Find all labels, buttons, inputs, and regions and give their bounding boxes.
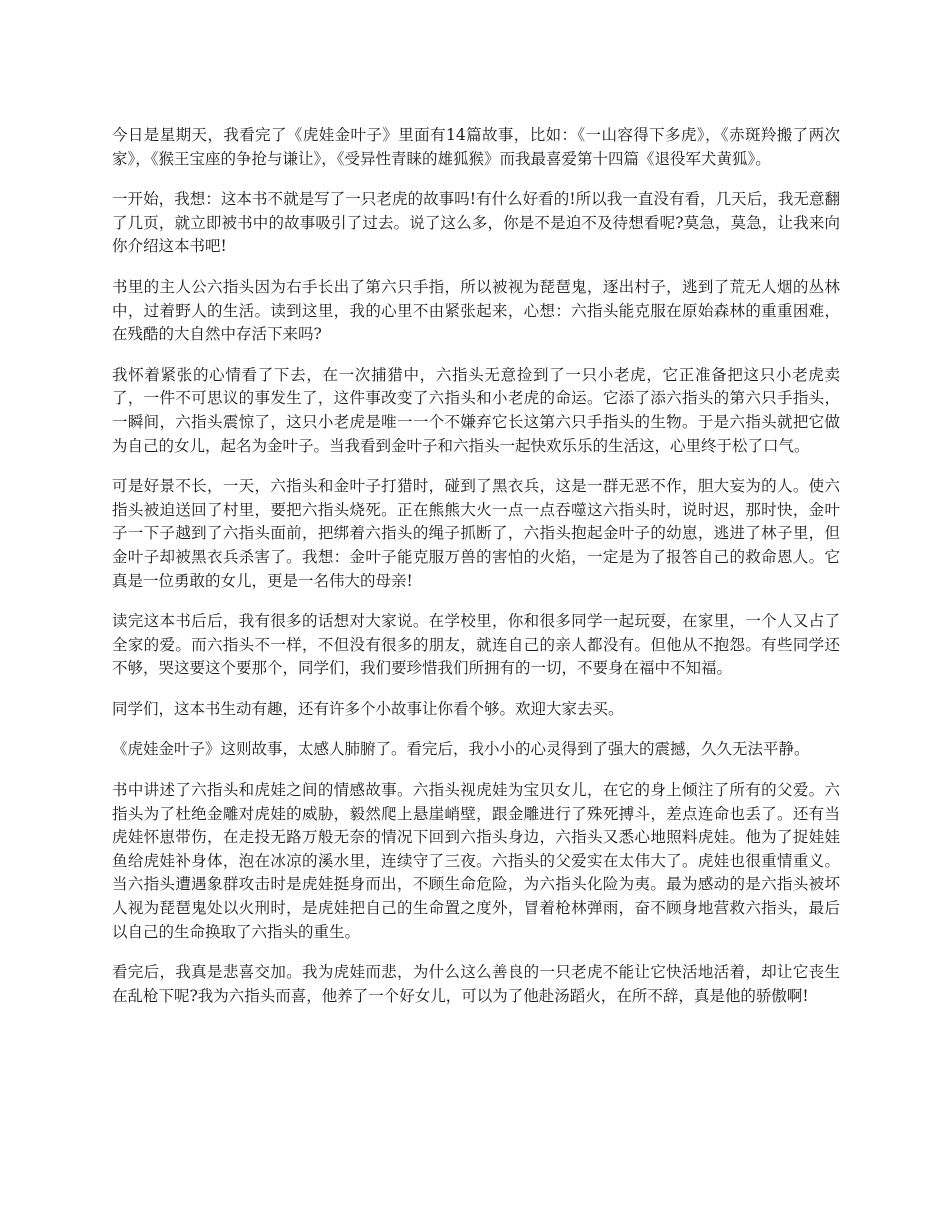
paragraph: 读完这本书后后，我有很多的话想对大家说。在学校里，你和很多同学一起玩耍，在家里，一个人又占了全家的爱。而六指头不一样，不但没有很多的朋友，就连自己的亲人都没有。但他从不抱怨。有些同学还不够，哭这要这个要那个，同学们，我们要珍惜我们所拥有的一切，不要身在福中不知福。	[112, 612, 840, 678]
document-body	[112, 124, 840, 1025]
paragraph: 可是好景不长，一天，六指头和金叶子打猎时，碰到了黑衣兵，这是一群无恶不作，胆大妄为的人。使六指头被迫送回了村里，要把六指头烧死。正在熊熊大火一点一点吞噬这六指头时，说时迟，那时快，金叶子一下子越到了六指头面前，把绑着六指头的绳子抓断了，六指头抱起金叶子的幼崽，逃进了林子里，但金叶子却被黑衣兵杀害了。我想：金叶子能克服万兽的害怕的火焰，一定是为了报答自己的救命恩人。它真是一位勇敢的女儿，更是一名伟大的母亲!	[112, 477, 840, 590]
paragraph: 一开始，我想：这本书不就是写了一只老虎的故事吗!有什么好看的!所以我一直没有看，几天后，我无意翻了几页，就立即被书中的故事吸引了过去。说了这么多，你是不是迫不及待想看呢?莫急，莫急，让我来向你介绍这本书吧!	[112, 190, 840, 256]
paragraph: 今日是星期天，我看完了《虎娃金叶子》里面有14篇故事，比如：《一山容得下多虎》，《赤斑羚搬了两次家》，《猴王宝座的争抢与谦让》，《受异性青睐的雄狐猴》而我最喜爱第十四篇《退役军犬黄狐》。	[112, 126, 840, 168]
paragraph: 书里的主人公六指头因为右手长出了第六只手指，所以被视为琵琶鬼，逐出村子，逃到了荒无人烟的丛林中，过着野人的生活。读到这里，我的心里不由紧张起来，心想：六指头能克服在原始森林的重重困难，在残酷的大自然中存活下来吗?	[112, 277, 840, 344]
paragraph: 看完后，我真是悲喜交加。我为虎娃而悲，为什么这么善良的一只老虎不能让它快活地活着，却让它丧生在乱枪下呢?我为六指头而喜，他养了一个好女儿，可以为了他赴汤蹈火，在所不辞，真是他的骄傲啊!	[112, 963, 840, 1005]
paragraph: 《虎娃金叶子》这则故事，太感人肺腑了。看完后，我小小的心灵得到了强大的震撼，久久无法平静。	[112, 740, 810, 759]
paragraph: 同学们，这本书生动有趣，还有许多个小故事让你看个够。欢迎大家去买。	[112, 699, 624, 718]
paragraph: 我怀着紧张的心情看了下去，在一次捕猎中，六指头无意捡到了一只小老虎，它正准备把这只小老虎卖了，一件不可思议的事发生了，这件事改变了六指头和小老虎的命运。它添了添六指头的第六只手指头，一瞬间，六指头震惊了，这只小老虎是唯一一个不嫌弃它长这第六只手指头的生物。于是六指头就把它做为自己的女儿，起名为金叶子。当我看到金叶子和六指头一起快欢乐乐的生活这，心里终于松了口气。	[112, 365, 840, 455]
paragraph: 书中讲述了六指头和虎娃之间的情感故事。六指头视虎娃为宝贝女儿，在它的身上倾注了所有的父爱。六指头为了杜绝金雕对虎娃的威胁，毅然爬上悬崖峭壁，跟金雕进行了殊死搏斗，差点连命也丢了。还有当虎娃怀崽带伤，在走投无路万般无奈的情况下回到六指头身边，六指头又悉心地照料虎娃。他为了捉娃娃鱼给虎娃补身体，泡在冰凉的溪水里，连续守了三夜。六指头的父爱实在太伟大了。虎娃也很重情重义。当六指头遭遇象群攻击时是虎娃挺身而出，不顾生命危险，为六指头化险为夷。最为感动的是六指头被坏人视为琵琶鬼处以火刑时，是虎娃把自己的生命置之度外，冒着枪林弹雨，奋不顾身地营救六指头，最后以自己的生命换取了六指头的重生。	[112, 781, 840, 941]
